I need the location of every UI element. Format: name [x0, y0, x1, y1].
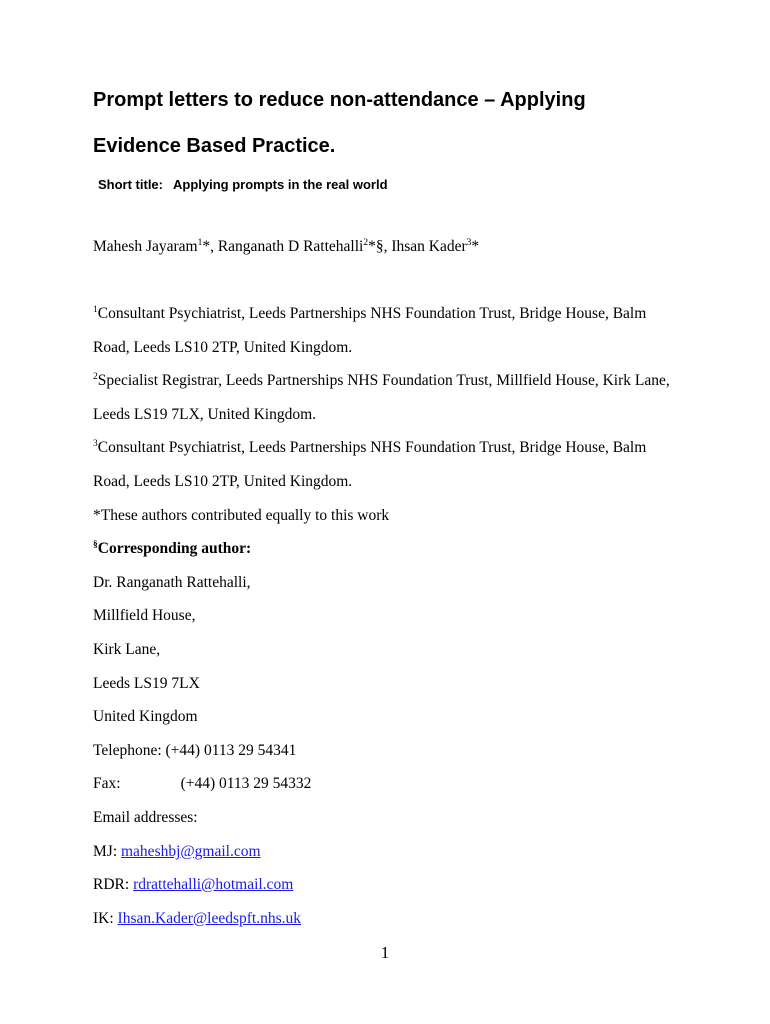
author-list: [93, 237, 479, 257]
short-title-text: Applying prompts in the real world: [173, 177, 388, 192]
corresponding-label: Corresponding author:: [97, 540, 252, 557]
affiliation-1: [93, 304, 646, 324]
email-initials: RDR:: [93, 876, 130, 893]
affiliation-2: [93, 371, 670, 391]
address-line: Kirk Lane,: [93, 641, 161, 658]
affiliation-number: 2: [93, 372, 98, 382]
short-title-label: Short title:: [98, 177, 163, 192]
email-initials: IK:: [93, 910, 114, 927]
email-row: [93, 909, 301, 929]
paper-title-line-2: Evidence Based Practice.: [93, 135, 336, 157]
affiliation-text: Consultant Psychiatrist, Leeds Partnerships NHS Foundation Trust, Bridge House, Balm: [97, 439, 647, 456]
paper-title-line-1: Prompt letters to reduce non-attendance – Applying: [93, 89, 586, 111]
page-number: 1: [380, 943, 390, 962]
email-link[interactable]: rdrattehalli@hotmail.com: [133, 876, 294, 893]
address-line: Millfield House,: [93, 607, 196, 624]
affiliation-3: [93, 438, 646, 458]
fax: [93, 774, 311, 794]
corresponding-author-heading: [93, 539, 251, 559]
author-separator: ,: [210, 238, 218, 255]
author-name: Ihsan Kader: [391, 238, 467, 255]
email-link[interactable]: maheshbj@gmail.com: [121, 843, 261, 860]
address-line: Leeds LS19 7LX: [93, 675, 200, 692]
affiliation-3-continued: Road, Leeds LS10 2TP, United Kingdom.: [93, 473, 353, 490]
author-affiliation-number: 2: [363, 238, 369, 248]
affiliation-text: Consultant Psychiatrist, Leeds Partnerships NHS Foundation Trust, Bridge House, Balm: [97, 305, 647, 322]
fax-number: (+44) 0113 29 54332: [180, 775, 312, 792]
short-title: [98, 177, 388, 193]
affiliation-number: 1: [93, 305, 98, 315]
author-name: Ranganath D Rattehalli: [217, 238, 364, 255]
email-heading: Email addresses:: [93, 809, 198, 826]
affiliation-2-continued: Leeds LS19 7LX, United Kingdom.: [93, 406, 317, 423]
author-name: Mahesh Jayaram: [93, 238, 198, 255]
author-separator: ,: [383, 238, 392, 255]
telephone: Telephone: (+44) 0113 29 54341: [93, 742, 297, 759]
corresponding-name: Dr. Ranganath Rattehalli,: [93, 574, 251, 591]
affiliation-text: Specialist Registrar, Leeds Partnerships NHS Foundation Trust, Millfield House, Kirk Lane,: [97, 372, 670, 389]
email-row: [93, 875, 293, 895]
email-initials: MJ:: [93, 843, 118, 860]
equal-contribution-note: *These authors contributed equally to this work: [93, 507, 390, 524]
address-line: United Kingdom: [93, 708, 198, 725]
author-affiliation-number: 1: [197, 238, 203, 248]
corresponding-mark: §: [93, 540, 98, 550]
author-mark: *: [471, 238, 480, 255]
author-mark: *: [202, 238, 211, 255]
author-affiliation-number: 3: [466, 238, 472, 248]
fax-label: Fax:: [93, 775, 121, 792]
email-row: [93, 842, 261, 862]
affiliation-1-continued: Road, Leeds LS10 2TP, United Kingdom.: [93, 339, 353, 356]
author-mark: *§: [368, 238, 384, 255]
email-link[interactable]: Ihsan.Kader@leedspft.nhs.uk: [117, 910, 301, 927]
affiliation-number: 3: [93, 439, 98, 449]
